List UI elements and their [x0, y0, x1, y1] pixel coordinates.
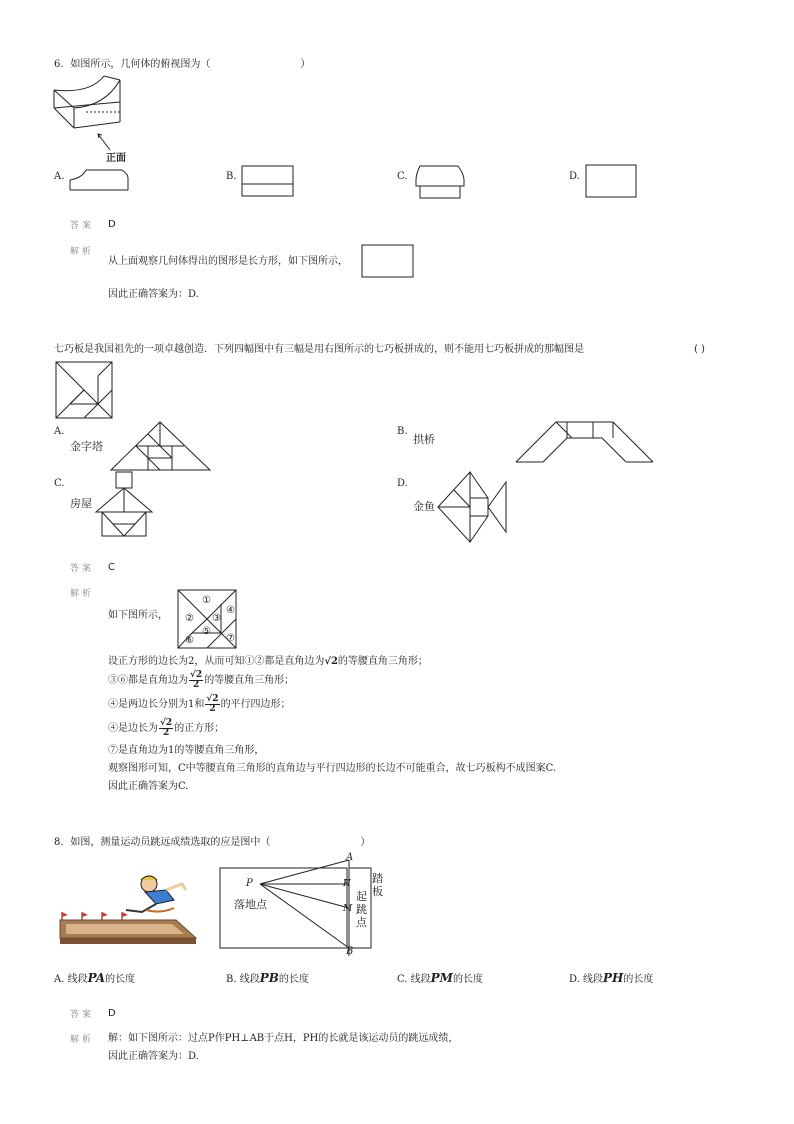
- q7-line-1: [108, 655, 428, 669]
- q7-line-4: [108, 718, 224, 740]
- q6-answer: D: [108, 219, 116, 230]
- q6-option-a-figure: [68, 164, 132, 194]
- q8-option-a: A. 线段PA的长度: [54, 971, 136, 985]
- q6-solid-figure: [50, 78, 140, 170]
- q7-piece-7: ⑦: [226, 633, 235, 644]
- q6-option-a-letter: A.: [54, 171, 65, 182]
- q7-option-d-goldfish: [436, 470, 510, 544]
- q7-line-4-fraction: $\frac{√2}{2}$: [160, 718, 173, 738]
- q7-option-c-name: 房屋: [70, 497, 92, 510]
- q6-option-d-letter: D.: [569, 171, 580, 182]
- q8-point-h: H: [343, 879, 351, 889]
- q7-line-2a: ③⑥都是直角边为: [108, 675, 188, 686]
- q8-option-b: B. 线段PB的长度: [226, 971, 309, 985]
- q7-option-c-house: [94, 470, 156, 540]
- q8-stem: 8．如图，测量运动员跳远成绩选取的应是图中（ ）: [54, 837, 371, 848]
- q7-line-3b: 的平行四边形；: [220, 699, 291, 710]
- q7-line-6: 观察图形可知，C中等腰直角三角形的直角边与平行四边形的长边不可能重合，故七巧板构不成图案C.: [108, 763, 557, 774]
- q7-line-3-fraction: $\frac{√2}{2}$: [206, 694, 219, 714]
- q7-line-4a: ④是边长为: [108, 723, 158, 734]
- q7-line-3a: ④是两边长分别为1和: [108, 699, 205, 710]
- q6-option-c-letter: C.: [397, 171, 408, 182]
- q7-tangram-square: [55, 361, 115, 421]
- q7-option-c-letter: C.: [54, 478, 65, 489]
- q7-piece-4: ④: [226, 605, 235, 616]
- q6-front-label: 正面: [106, 153, 126, 164]
- q6-analysis-label: 解析: [70, 247, 95, 257]
- q6-answer-label: 答案: [70, 221, 95, 231]
- q7-line-1b: 的等腰直角三角形；: [337, 656, 428, 667]
- q7-piece-3: ③: [212, 613, 221, 624]
- q7-line-5: ⑦是直角边为1的等腰直角三角形，: [108, 745, 265, 756]
- q7-option-b-letter: B.: [397, 426, 408, 437]
- q8-analysis-line-1: 解：如下图所示：过点P作PH⊥AB于点H，PH的长就是该运动员的跳远成绩，: [108, 1033, 459, 1044]
- q7-piece-1: ①: [202, 595, 211, 606]
- q8-point-b: B: [346, 946, 354, 957]
- q8-analysis-line-2: 因此正确答案为：D.: [108, 1051, 199, 1062]
- q6-stem: 6．如图所示，几何体的俯视图为（ ）: [54, 59, 311, 70]
- q7-answer-label: 答案: [70, 564, 95, 574]
- q8-answer: D: [108, 1008, 116, 1019]
- q7-line-7: 因此正确答案为C.: [108, 781, 189, 792]
- q8-point-p: P: [246, 878, 253, 889]
- q7-line-2-fraction: $\frac{√2}{2}$: [190, 670, 203, 690]
- q8-point-a: A: [346, 852, 354, 863]
- q7-line-1a: 设正方形的边长为2，从而可知①②都是直角边为: [108, 656, 325, 667]
- q8-option-c: C. 线段PM的长度: [397, 971, 483, 985]
- q7-sqrt2: √2: [324, 656, 338, 667]
- q6-analysis-line-1: 从上面观察几何体得出的图形是长方形，如下图所示，: [108, 256, 348, 267]
- q8-point-m: M: [343, 904, 353, 914]
- q7-option-a-letter: A.: [54, 426, 65, 437]
- q7-option-b-name: 拱桥: [413, 433, 435, 446]
- q7-stem: 七巧板是我国祖先的一项卓越创造．下列四幅图中有三幅是用右图所示的七巧板拼成的，则不能用七巧板拼成的那幅图是: [54, 344, 584, 355]
- q7-line-3: [108, 694, 291, 716]
- q7-paren: ( ): [694, 344, 705, 355]
- q7-piece-6: ⑥: [185, 635, 194, 646]
- q6-option-c-figure: [412, 164, 468, 200]
- q6-option-b-letter: B.: [226, 171, 237, 182]
- q7-option-b-bridge: [515, 418, 655, 464]
- q6-option-b-figure: [242, 164, 294, 198]
- q7-option-d-name: 金鱼: [413, 500, 435, 513]
- q8-option-d: D. 线段PH的长度: [569, 971, 654, 985]
- q7-option-d-letter: D.: [397, 478, 408, 489]
- q8-board-label: 踏板: [372, 872, 383, 898]
- q8-analysis-label: 解析: [70, 1035, 95, 1045]
- q7-line-2b: 的等腰直角三角形；: [204, 675, 295, 686]
- q7-piece-2: ②: [185, 613, 194, 624]
- q8-landing-point-label: 落地点: [234, 898, 267, 911]
- q8-takeoff-label: 起跳点: [356, 890, 367, 929]
- q8-long-jump-illustration: [56, 870, 206, 948]
- q7-piece-5: ⑤: [202, 626, 211, 637]
- q6-option-d-figure: [586, 164, 638, 198]
- q7-analysis-label: 解析: [70, 589, 95, 599]
- q7-answer: C: [108, 562, 115, 573]
- q7-option-a-pyramid: [110, 420, 212, 472]
- q7-analysis-intro: 如下图所示，: [108, 610, 168, 621]
- q6-analysis-line-2: 因此正确答案为：D.: [108, 289, 199, 300]
- q7-line-2: [108, 670, 294, 692]
- q7-line-4b: 的正方形；: [174, 723, 225, 734]
- q6-analysis-rectangle: [362, 244, 414, 278]
- q8-answer-label: 答案: [70, 1010, 95, 1020]
- q7-option-a-name: 金字塔: [70, 440, 103, 453]
